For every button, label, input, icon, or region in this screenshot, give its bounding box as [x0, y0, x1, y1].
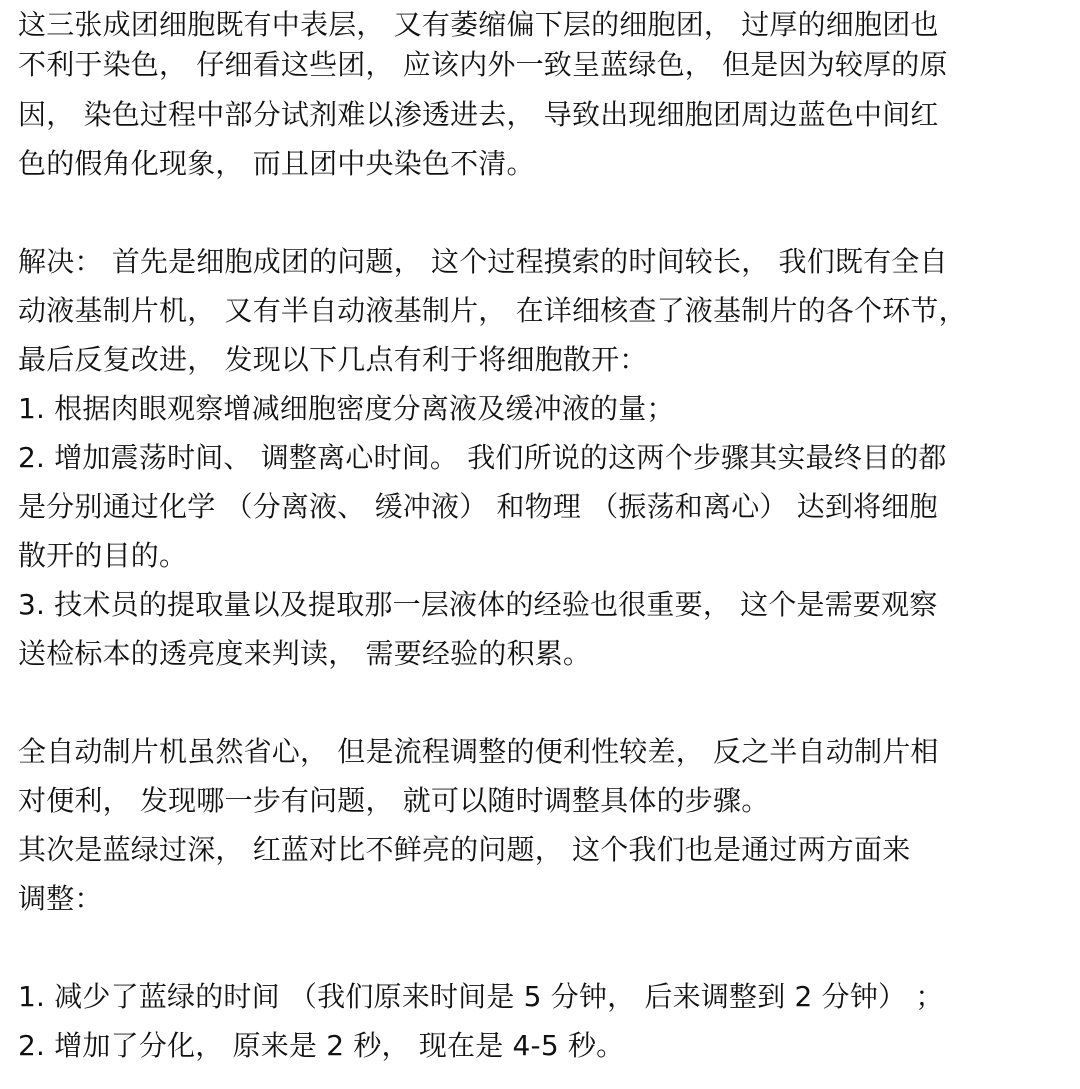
text-line: 是分别通过化学 （分离液、 缓冲液） 和物理 （振荡和离心） 达到将细胞	[18, 490, 938, 523]
text-line: 其次是蓝绿过深， 红蓝对比不鲜亮的问题， 这个我们也是通过两方面来	[18, 833, 911, 866]
text-line: 解决： 首先是细胞成团的问题， 这个过程摸索的时间较长， 我们既有全自	[18, 245, 948, 278]
text-line: 送检标本的透亮度来判读， 需要经验的积累。	[18, 637, 592, 670]
text-line: 散开的目的。	[18, 539, 188, 572]
list-item: 2. 增加震荡时间、 调整离心时间。 我们所说的这两个步骤其实最终目的都	[18, 441, 947, 474]
list-item: 1. 减少了蓝绿的时间 （我们原来时间是 5 分钟， 后来调整到 2 分钟） ；	[18, 980, 944, 1013]
list-item: 1. 根据肉眼观察增减细胞密度分离液及缓冲液的量；	[18, 392, 675, 425]
text-line: 动液基制片机， 又有半自动液基制片， 在详细核查了液基制片的各个环节，	[18, 294, 967, 327]
text-line: 调整：	[18, 882, 103, 915]
list-item: 3. 技术员的提取量以及提取那一层液体的经验也很重要， 这个是需要观察	[18, 588, 938, 621]
text-line: 因， 染色过程中部分试剂难以渗透进去， 导致出现细胞团周边蓝色中间红	[18, 98, 939, 131]
text-line: 对便利， 发现哪一步有问题， 就可以随时调整具体的步骤。	[18, 784, 770, 817]
text-line: 不利于染色， 仔细看这些团， 应该内外一致呈蓝绿色， 但是因为较厚的原	[18, 48, 948, 81]
list-item: 2. 增加了分化， 原来是 2 秒， 现在是 4-5 秒。	[18, 1029, 625, 1062]
text-line: 全自动制片机虽然省心， 但是流程调整的便利性较差， 反之半自动制片相	[18, 735, 939, 768]
text-line: 这三张成团细胞既有中表层， 又有萎缩偏下层的细胞团， 过厚的细胞团也	[18, 8, 939, 41]
text-line: 最后反复改进， 发现以下几点有利于将细胞散开：	[18, 343, 648, 376]
text-line: 色的假角化现象， 而且团中央染色不清。	[18, 147, 535, 180]
